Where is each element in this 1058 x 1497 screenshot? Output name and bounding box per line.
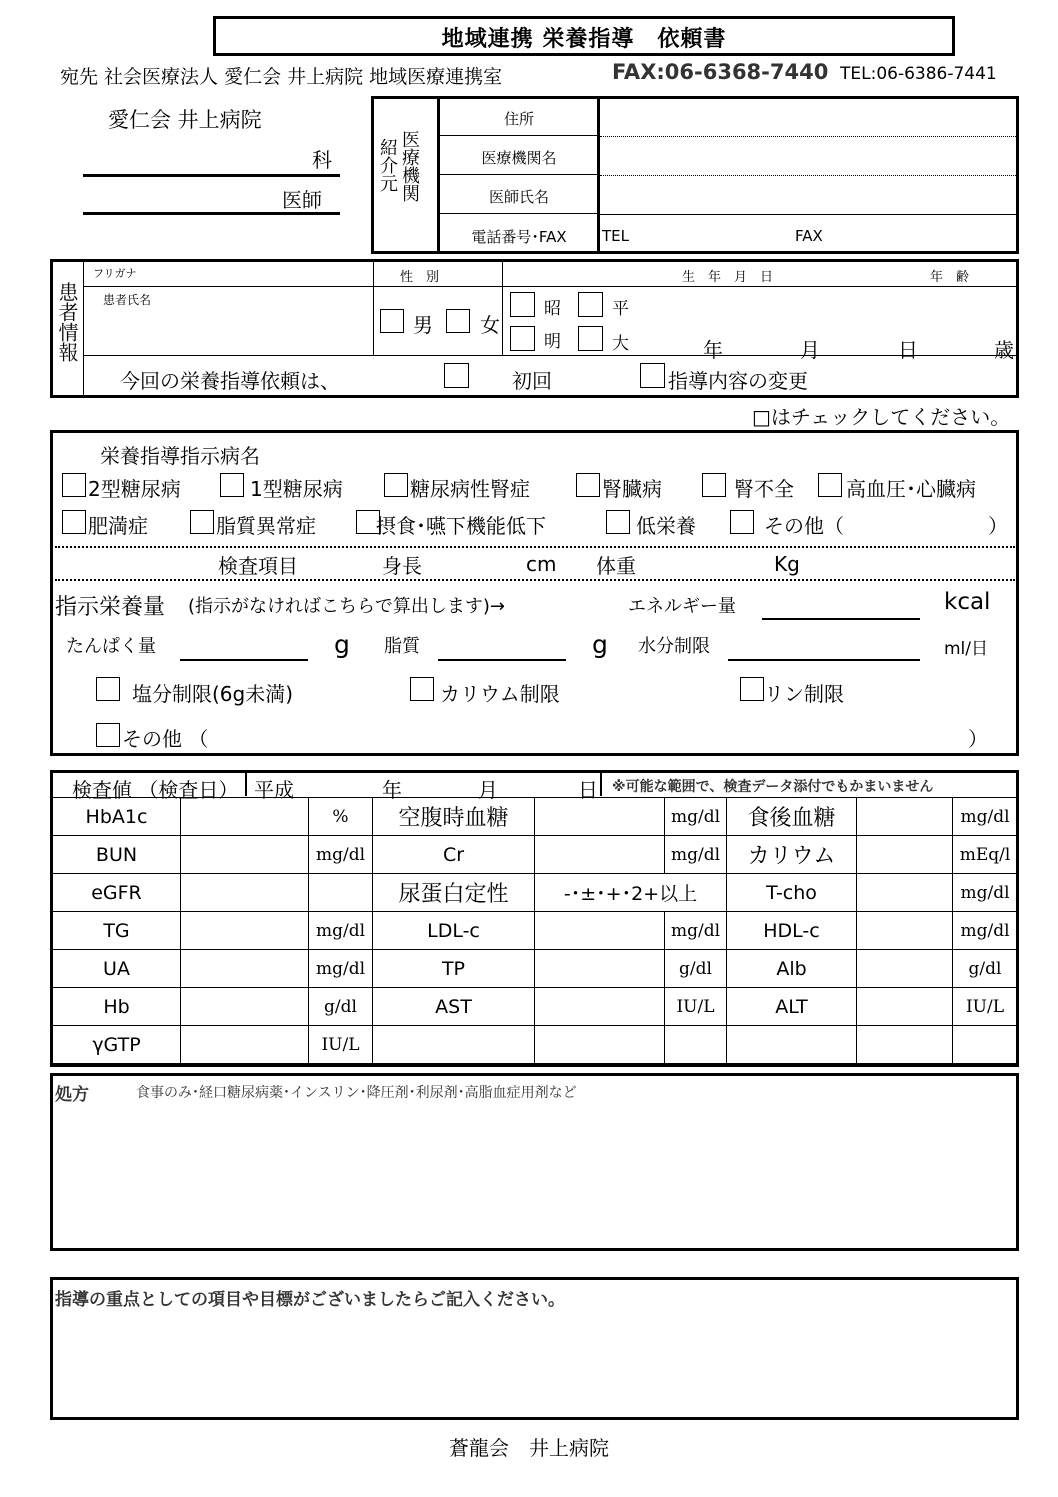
diabetic-nephropathy-checkbox[interactable] [384, 473, 408, 497]
check-note: □はチェックしてください。 [752, 405, 1011, 429]
dyslipidemia-checkbox[interactable] [190, 510, 214, 534]
salt-label: 塩分制限(6g未満) [132, 682, 294, 706]
lab-unit: mg/dl [953, 912, 1018, 950]
renal-failure-checkbox[interactable] [702, 473, 726, 497]
page-title: 地域連携 栄養指導 依頼書 [441, 27, 727, 52]
request-text: 今回の栄養指導依頼は、 [120, 369, 340, 393]
to-dept-label: 科 [312, 148, 332, 172]
other-restriction-close: ） [968, 727, 988, 751]
lab-value-input[interactable] [857, 1026, 953, 1064]
phosphorus-checkbox[interactable] [740, 677, 764, 701]
first-time-checkbox[interactable] [444, 363, 469, 388]
referrer-side-label: 紹介元 [377, 138, 398, 192]
prescription-label: 処方 [55, 1085, 89, 1105]
lab-value-input[interactable] [857, 950, 953, 988]
row-address: 住所 [503, 110, 534, 128]
obesity-label: 肥満症 [88, 514, 148, 538]
lab-name: TP [373, 950, 535, 988]
urine-protein-options[interactable]: -･±･+･2+以上 [535, 874, 727, 912]
lab-name: 食後血糖 [727, 798, 857, 836]
female-checkbox[interactable] [446, 309, 470, 333]
exam-label: 検査項目 [218, 554, 298, 578]
lab-name[interactable] [373, 1026, 535, 1064]
hypertension-checkbox[interactable] [818, 473, 842, 497]
dysphagia-label: 摂食･嚥下機能低下 [376, 514, 546, 538]
footer-hospital: 蒼龍会 井上病院 [449, 1436, 609, 1460]
doctor-name-field[interactable] [600, 214, 1016, 215]
fax-number: FAX:06-6368-7440 [612, 60, 829, 84]
lab-unit: mg/dl [309, 836, 373, 874]
lab-unit: mg/dl [665, 912, 727, 950]
era-taisho-label: 大 [612, 334, 629, 354]
male-label: 男 [413, 313, 433, 337]
lab-year: 年 [382, 778, 402, 802]
lab-value-input[interactable] [535, 798, 665, 836]
lab-month: 月 [478, 778, 498, 802]
patient-col-2 [502, 260, 503, 356]
phosphorus-label: リン制限 [764, 682, 844, 706]
protein-input[interactable] [180, 659, 308, 661]
fat-input[interactable] [438, 659, 566, 661]
row-institution: 医療機関名 [481, 149, 557, 167]
lab-unit: mg/dl [309, 950, 373, 988]
lab-unit: g/dl [309, 988, 373, 1026]
lab-unit: g/dl [665, 950, 727, 988]
renal-failure-label: 腎不全 [734, 477, 794, 501]
diabetic-nephropathy-label: 糖尿病性腎症 [410, 477, 530, 501]
male-checkbox[interactable] [380, 309, 404, 333]
type2-diabetes-label: 2型糖尿病 [88, 477, 181, 501]
lab-unit: mg/dl [665, 836, 727, 874]
sex-header: 性 別 [400, 270, 440, 285]
change-label: 指導内容の変更 [668, 369, 808, 393]
lab-name: Alb [727, 950, 857, 988]
row-phone-fax: 電話番号･FAX [471, 228, 567, 246]
doctor-line [83, 212, 340, 215]
patient-header-line [84, 286, 1017, 287]
lab-name: BUN [53, 836, 181, 874]
lab-row-egfr [53, 874, 1018, 912]
age-unit: 歳 [994, 338, 1014, 362]
era-heisei-checkbox[interactable] [578, 292, 603, 317]
referrer-row-line-3 [440, 213, 598, 214]
lab-unit: mg/dl [665, 798, 727, 836]
exam-divider-top [55, 546, 1015, 548]
lab-value-input[interactable] [857, 912, 953, 950]
other-disease-label: その他（ [764, 514, 844, 538]
type1-diabetes-checkbox[interactable] [220, 473, 244, 497]
to-hospital: 愛仁会 井上病院 [108, 108, 262, 132]
lab-name: eGFR [53, 874, 181, 912]
lab-unit: g/dl [953, 950, 1018, 988]
first-time-label: 初回 [512, 369, 552, 393]
lab-unit: mg/dl [953, 874, 1018, 912]
lab-name: TG [53, 912, 181, 950]
malnutrition-checkbox[interactable] [606, 510, 630, 534]
lab-value-input[interactable] [535, 950, 665, 988]
lab-header: 検査値 （検査日） [72, 778, 239, 802]
other-disease-close: ） [988, 514, 1008, 538]
lab-unit: mEq/l [953, 836, 1018, 874]
type2-diabetes-checkbox[interactable] [62, 473, 86, 497]
obesity-checkbox[interactable] [62, 510, 86, 534]
lab-unit: mg/dl [953, 798, 1018, 836]
lab-value-input[interactable] [535, 988, 665, 1026]
lab-unit [309, 874, 373, 912]
protein-unit: g [334, 630, 350, 659]
tel-number: TEL:06-6386-7441 [840, 64, 997, 84]
address-field[interactable] [600, 136, 1016, 137]
water-input[interactable] [728, 659, 920, 661]
female-label: 女 [480, 313, 500, 337]
era-meiji-checkbox[interactable] [510, 326, 535, 351]
birth-month-unit: 月 [800, 338, 820, 362]
exam-divider-bottom [55, 579, 1015, 581]
fat-unit: g [592, 630, 608, 659]
type1-diabetes-label: 1型糖尿病 [250, 477, 343, 501]
lab-name: T-cho [727, 874, 857, 912]
lab-value-input[interactable] [181, 950, 309, 988]
lab-value-input[interactable] [535, 1026, 665, 1064]
patient-name-label: 患者氏名 [103, 293, 152, 307]
lab-name: HDL-c [727, 912, 857, 950]
lab-name: γGTP [53, 1026, 181, 1064]
lab-row-ua [53, 950, 1018, 988]
lab-name: AST [373, 988, 535, 1026]
to-doctor-label: 医師 [282, 188, 322, 212]
height-unit: cm [526, 552, 557, 576]
referrer-side-label2: 医療機関 [399, 130, 420, 202]
lab-value-input[interactable] [857, 798, 953, 836]
fat-label: 脂質 [384, 636, 420, 657]
era-meiji-label: 明 [544, 332, 561, 352]
referrer-row-line-1 [440, 135, 598, 136]
lab-table [52, 797, 1018, 1064]
lab-name: HbA1c [53, 798, 181, 836]
era-showa-checkbox[interactable] [510, 292, 535, 317]
patient-side-label: 患者情報 [55, 282, 79, 362]
lab-value-input[interactable] [535, 836, 665, 874]
lab-note: ※可能な範囲で、検査データ添付でもかまいません [612, 779, 934, 795]
lab-unit[interactable] [665, 1026, 727, 1064]
era-showa-label: 昭 [544, 299, 561, 319]
lab-unit[interactable] [953, 1026, 1018, 1064]
prescription-note: 食事のみ･経口糖尿病薬･インスリン･降圧剤･利尿剤･高脂血症用剤など [136, 1085, 577, 1101]
birth-day-unit: 日 [898, 338, 918, 362]
row-doctor-name: 医師氏名 [488, 188, 549, 206]
lab-value-input[interactable] [181, 874, 309, 912]
lab-name: 空腹時血糖 [373, 798, 535, 836]
water-unit: ml/日 [944, 639, 989, 659]
lab-value-input[interactable] [857, 836, 953, 874]
institution-field[interactable] [600, 175, 1016, 176]
lab-value-input[interactable] [181, 1026, 309, 1064]
tel-label: TEL [602, 227, 629, 245]
lab-unit: % [309, 798, 373, 836]
birth-year-unit: 年 [703, 338, 723, 362]
lab-value-input[interactable] [181, 836, 309, 874]
protein-label: たんぱく量 [66, 636, 156, 657]
lab-name: Hb [53, 988, 181, 1026]
lab-header-div [245, 772, 247, 796]
lab-value-input[interactable] [535, 912, 665, 950]
energy-unit: kcal [944, 589, 991, 615]
weight-unit: Kg [774, 552, 800, 576]
disease-heading: 栄養指導指示病名 [100, 444, 260, 468]
lab-row-hb [53, 988, 1018, 1026]
lab-value-input[interactable] [857, 988, 953, 1026]
potassium-label: カリウム制限 [440, 682, 560, 706]
patient-mid-line [84, 355, 1017, 356]
lab-row-tg [53, 912, 1018, 950]
dyslipidemia-label: 脂質異常症 [216, 514, 316, 538]
lab-name: カリウム [727, 836, 857, 874]
salt-checkbox[interactable] [96, 677, 120, 701]
energy-label: エネルギー量 [628, 596, 736, 617]
lab-unit: mg/dl [309, 912, 373, 950]
dept-line [83, 174, 340, 177]
lab-value-input[interactable] [857, 874, 953, 912]
era-heisei-label: 平 [612, 299, 629, 319]
focus-text: 指導の重点としての項目や目標がございましたらご記入ください。 [55, 1290, 565, 1310]
lab-row-hba1c [53, 798, 1018, 836]
other-disease-checkbox[interactable] [730, 510, 754, 534]
lab-name: 尿蛋白定性 [373, 874, 535, 912]
change-checkbox[interactable] [640, 363, 665, 388]
kidney-disease-label: 腎臓病 [602, 477, 662, 501]
nutrition-label: 指示栄養量 [55, 595, 166, 620]
lab-name[interactable] [727, 1026, 857, 1064]
other-restriction-label: その他 （ [122, 727, 209, 751]
lab-value-input[interactable] [181, 988, 309, 1026]
hypertension-label: 高血圧･心臓病 [846, 477, 976, 501]
other-restriction-checkbox[interactable] [96, 723, 120, 747]
lab-name: LDL-c [373, 912, 535, 950]
lab-unit: IU/L [953, 988, 1018, 1026]
lab-unit: IU/L [309, 1026, 373, 1064]
malnutrition-label: 低栄養 [636, 514, 696, 538]
furigana-label: フリガナ [93, 267, 137, 280]
potassium-checkbox[interactable] [410, 677, 434, 701]
lab-value-input[interactable] [181, 798, 309, 836]
age-header: 年 齢 [930, 270, 970, 285]
lab-name: ALT [727, 988, 857, 1026]
lab-name: UA [53, 950, 181, 988]
kidney-disease-checkbox[interactable] [576, 473, 600, 497]
lab-value-input[interactable] [181, 912, 309, 950]
lab-row-ggtp [53, 1026, 1018, 1064]
lab-day: 日 [578, 778, 598, 802]
destination-line: 宛先 社会医療法人 愛仁会 井上病院 地域医療連携室 [60, 66, 503, 88]
lab-row-bun [53, 836, 1018, 874]
referrer-row-line-2 [440, 174, 598, 175]
patient-side-divider [83, 260, 84, 397]
weight-label: 体重 [596, 554, 636, 578]
energy-input[interactable] [762, 618, 920, 620]
lab-era: 平成 [254, 778, 294, 802]
lab-header-div2 [600, 772, 602, 796]
nutrition-note: (指示がなければこちらで算出します)→ [188, 596, 505, 617]
patient-col-1 [373, 260, 374, 356]
fax-label: FAX [795, 227, 823, 245]
height-label: 身長 [382, 554, 422, 578]
lab-unit: IU/L [665, 988, 727, 1026]
water-label: 水分制限 [638, 636, 710, 657]
lab-name: Cr [373, 836, 535, 874]
era-taisho-checkbox[interactable] [578, 326, 603, 351]
birth-header: 生 年 月 日 [682, 270, 774, 285]
